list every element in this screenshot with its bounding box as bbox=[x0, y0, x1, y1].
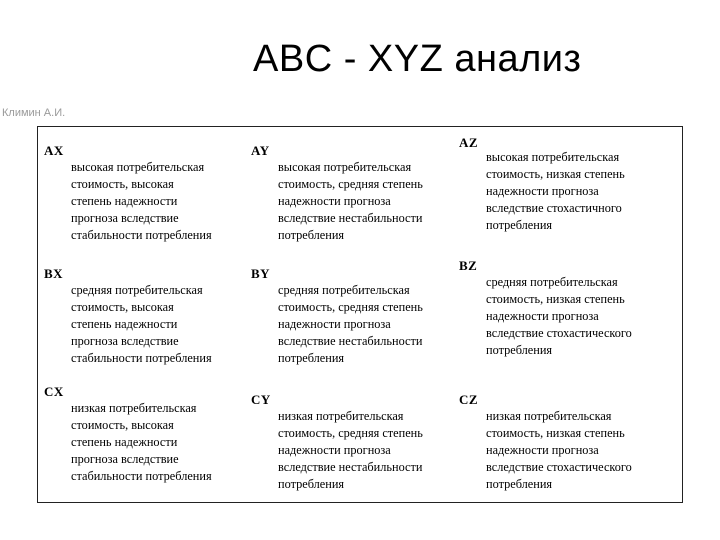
cell-description bbox=[486, 149, 625, 234]
desc-line: потребления bbox=[486, 477, 553, 491]
desc-line: потребления bbox=[278, 351, 345, 365]
desc-line: потребления bbox=[278, 477, 345, 491]
desc-line: вследствие нестабильности bbox=[278, 211, 423, 225]
desc-line: надежности прогноза bbox=[486, 184, 599, 198]
desc-line: надежности прогноза bbox=[278, 317, 391, 331]
desc-line: стоимость, средняя степень bbox=[278, 426, 423, 440]
cell-code: AZ bbox=[459, 135, 479, 150]
desc-line: стоимость, низкая степень bbox=[486, 426, 625, 440]
cell-description bbox=[278, 282, 423, 367]
cell-code: BY bbox=[251, 266, 271, 281]
desc-line: высокая потребительская bbox=[278, 160, 412, 174]
desc-line: низкая потребительская bbox=[278, 409, 404, 423]
desc-line: средняя потребительская bbox=[486, 275, 618, 289]
cell-description bbox=[71, 400, 212, 485]
desc-line: стоимость, высокая bbox=[71, 177, 174, 191]
desc-line: стоимость, высокая bbox=[71, 300, 174, 314]
desc-line: потребления bbox=[278, 228, 345, 242]
desc-line: потребления bbox=[486, 343, 553, 357]
desc-line: низкая потребительская bbox=[71, 401, 197, 415]
desc-line: высокая потребительская bbox=[71, 160, 205, 174]
cell-description bbox=[278, 408, 423, 493]
desc-line: надежности прогноза bbox=[486, 443, 599, 457]
cell-code: AX bbox=[44, 143, 64, 158]
desc-line: надежности прогноза bbox=[486, 309, 599, 323]
desc-line: стоимость, низкая степень bbox=[486, 292, 625, 306]
desc-line: вследствие нестабильности bbox=[278, 334, 423, 348]
desc-line: надежности прогноза bbox=[278, 194, 391, 208]
desc-line: стабильности потребления bbox=[71, 469, 212, 483]
desc-line: стоимость, низкая степень bbox=[486, 167, 625, 181]
desc-line: степень надежности bbox=[71, 435, 178, 449]
desc-line: прогноза вследствие bbox=[71, 211, 179, 225]
desc-line: вследствие нестабильности bbox=[278, 460, 423, 474]
cell-code: AY bbox=[251, 143, 270, 158]
desc-line: вследствие стохастичного bbox=[486, 201, 622, 215]
cell-description bbox=[486, 408, 632, 493]
author-name: Климин А.И. bbox=[2, 107, 66, 119]
desc-line: средняя потребительская bbox=[71, 283, 203, 297]
cell-description bbox=[278, 159, 423, 244]
desc-line: прогноза вследствие bbox=[71, 452, 179, 466]
desc-line: степень надежности bbox=[71, 317, 178, 331]
abc-xyz-matrix bbox=[37, 126, 683, 503]
desc-line: стоимость, средняя степень bbox=[278, 177, 423, 191]
cell-code: CY bbox=[251, 392, 271, 407]
cell-description bbox=[71, 159, 212, 244]
desc-line: низкая потребительская bbox=[486, 409, 612, 423]
desc-line: высокая потребительская bbox=[486, 150, 620, 164]
desc-line: вследствие стохастического bbox=[486, 460, 632, 474]
cell-code: BX bbox=[44, 266, 64, 281]
desc-line: средняя потребительская bbox=[278, 283, 410, 297]
page-title: ABC - XYZ анализ bbox=[253, 38, 582, 80]
desc-line: стоимость, высокая bbox=[71, 418, 174, 432]
desc-line: вследствие стохастического bbox=[486, 326, 632, 340]
cell-code: BZ bbox=[459, 258, 478, 273]
desc-line: прогноза вследствие bbox=[71, 334, 179, 348]
desc-line: стоимость, средняя степень bbox=[278, 300, 423, 314]
desc-line: стабильности потребления bbox=[71, 228, 212, 242]
desc-line: степень надежности bbox=[71, 194, 178, 208]
cell-description bbox=[71, 282, 212, 367]
cell-code: CX bbox=[44, 384, 64, 399]
cell-code: CZ bbox=[459, 392, 479, 407]
desc-line: стабильности потребления bbox=[71, 351, 212, 365]
desc-line: потребления bbox=[486, 218, 553, 232]
cell-description bbox=[486, 274, 632, 359]
desc-line: надежности прогноза bbox=[278, 443, 391, 457]
